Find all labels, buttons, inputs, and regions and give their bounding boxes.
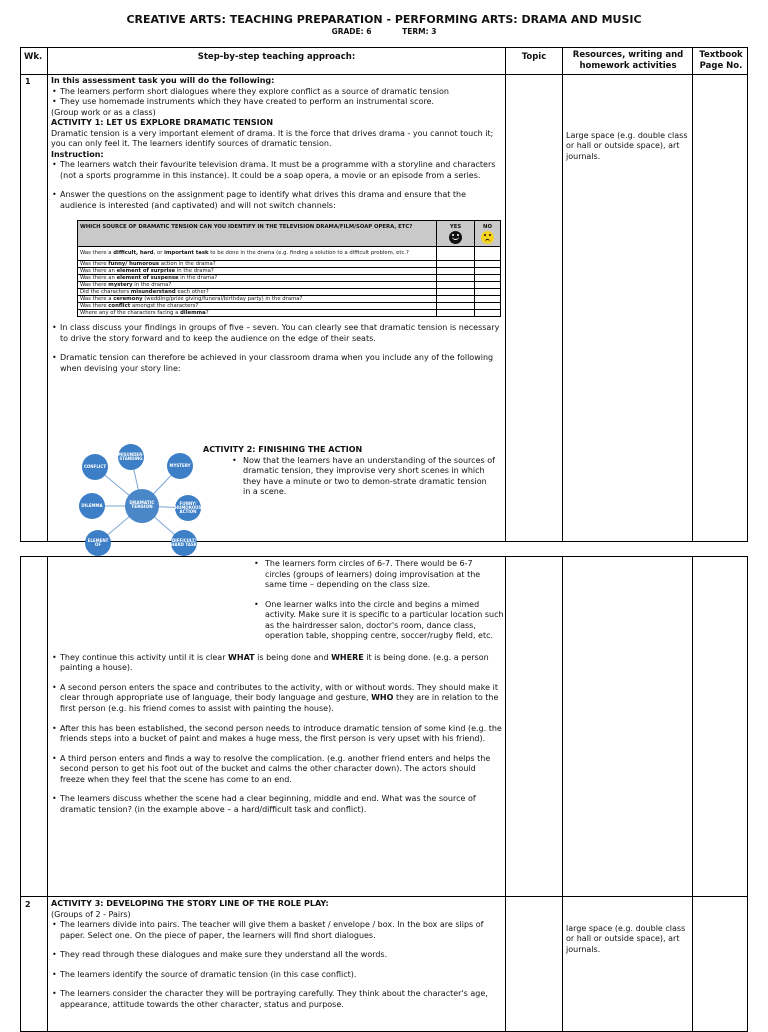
week-number-2: 2 xyxy=(25,900,31,909)
checklist-yes-cell[interactable] xyxy=(437,274,475,281)
after-table-bullet-1: • In class discuss your findings in groups of five – seven. You can clearly see that dramatic tension is necessary to drive the story forward and to keep the audience on the edge of their seats. xyxy=(51,323,503,344)
week1-resources: Large space (e.g. double class or hall or outside space), art journals. xyxy=(566,131,688,161)
column-header-textbook: Textbook Page No. xyxy=(699,50,743,71)
continued-bullet-1: • They continue this activity until it is clear WHAT is being done and WHERE it is being done. (e.g. a person painting a house). xyxy=(51,653,503,674)
diagram-node-mystery: MYSTERY xyxy=(167,453,193,479)
week-number-1: 1 xyxy=(25,77,31,86)
week2-resources: large space (e.g. double class or hall or outside space), art journals. xyxy=(566,924,686,954)
intro-title: In this assessment task you will do the following: xyxy=(51,76,275,85)
checklist-row: Was there an element of suspense in the drama? xyxy=(78,274,501,281)
activity-1-text: Dramatic tension is a very important element of drama. It is the force that drives drama - you cannot touch it; you can only feel it. The learners identify sources of dramatic tension. xyxy=(51,128,494,149)
instruction-heading: Instruction: xyxy=(51,149,104,159)
dramatic-tension-diagram xyxy=(57,431,207,547)
planning-table-1 xyxy=(20,47,748,547)
activity-1-title: ACTIVITY 1: LET US EXPLORE DRAMATIC TENSION xyxy=(51,118,274,128)
checklist-no-cell[interactable] xyxy=(475,303,501,310)
checklist-header: WHICH SOURCE OF DRAMATIC TENSION CAN YOU IDENTIFY IN THE TELEVISION DRAMA/FILM/SOAP OPERA, ETC? xyxy=(78,220,437,246)
column-header-resources: Resources, writing and homework activities xyxy=(572,50,684,71)
checklist-row: Was there a ceremony (wedding/prize giving/funeral/birthday party) in the drama? xyxy=(78,296,501,303)
after-table-bullet-2: • Dramatic tension can therefore be achieved in your classroom drama when you include any of the following when devising your story line: xyxy=(51,353,503,374)
yes-label: YES xyxy=(449,223,462,230)
diagram-node-element: ELEMENT OF xyxy=(85,530,111,556)
term-label: TERM: 3 xyxy=(402,27,437,36)
grade-label: GRADE: 6 xyxy=(331,27,372,36)
activity-3-title: ACTIVITY 3: DEVELOPING THE STORY LINE OF THE ROLE PLAY: xyxy=(51,899,329,908)
activity-3-groups: (Groups of 2 - Pairs) xyxy=(51,909,131,919)
checklist-no-cell[interactable] xyxy=(475,281,501,288)
continued-bullet-4: • A third person enters and finds a way to resolve the complication. (e.g. another friend enters and helps the second person to get his foot out of the bucket and calms the other character down). The actors should freeze when they feel that the scene has come to an end. xyxy=(51,754,503,786)
column-header-topic: Topic xyxy=(521,52,547,62)
happy-face-icon xyxy=(449,231,462,244)
checklist-no-cell[interactable] xyxy=(475,267,501,274)
checklist-yes-cell[interactable] xyxy=(437,246,475,260)
column-header-week: Wk. xyxy=(24,52,43,62)
checklist-row: Where any of the characters facing a dilemma? xyxy=(78,310,501,317)
activity-2-block xyxy=(203,445,495,498)
sad-face-icon xyxy=(481,231,494,244)
continued-bullet-5: • The learners discuss whether the scene had a clear beginning, middle and end. What was the source of dramatic tension? (in the example above – a hard/difficult task and conflict). xyxy=(51,794,503,815)
checklist-no-cell[interactable] xyxy=(475,260,501,267)
week2-approach-cell xyxy=(51,899,503,1010)
grade-term-line xyxy=(0,27,768,37)
diagram-node-misunderstanding: MISUNDER-STANDING xyxy=(118,444,144,470)
instruction-bullet-1: • The learners watch their favourite television drama. It must be a programme with a storyline and characters (not a sports programme in this instance). It could be a soap opera, a movie or an episode from a series. xyxy=(51,160,503,181)
diagram-node-dilemma: DILEMMA xyxy=(79,493,105,519)
checklist-row: Was there funny/ humorous action in the drama? xyxy=(78,260,501,267)
checklist-yes-cell[interactable] xyxy=(437,260,475,267)
intro-bullet-2: • They use homemade instruments which they have created to perform an instrumental score. xyxy=(51,97,503,108)
document-title: CREATIVE ARTS: TEACHING PREPARATION - PERFORMING ARTS: DRAMA AND MUSIC xyxy=(126,13,642,26)
checklist-row: Did the characters misunderstand each other? xyxy=(78,289,501,296)
checklist-row: Was there a difficult, hard, or important task to be done in the drama (e.g. finding a solution to a difficult problem, etc.? xyxy=(78,246,501,260)
checklist-no-cell[interactable] xyxy=(475,289,501,296)
diagram-center-node: DRAMATIC TENSION xyxy=(125,489,159,523)
continued-bullet-3: • After this has been established, the second person needs to introduce dramatic tension of some kind (e.g. the friends steps into a bucket of paint and makes a huge mess, the first person is very upset with his friend). xyxy=(51,724,503,745)
checklist-no-cell[interactable] xyxy=(475,246,501,260)
continued-sub-bullet-1: • The learners form circles of 6-7. There would be 6-7 circles (groups of learners) doing improvisation at the same time – depending on the class size. xyxy=(251,559,499,591)
checklist-row: Was there mystery in the drama? xyxy=(78,281,501,288)
checklist-row: Was there conflict amongst the characters? xyxy=(78,303,501,310)
instruction-bullet-2: • Answer the questions on the assignment page to identify what drives this drama and ensure that the audience is interested (and captivated) and will not switch channels: xyxy=(51,190,503,211)
checklist-yes-cell[interactable] xyxy=(437,303,475,310)
activity-3-bullet-2: • They read through these dialogues and make sure they understand all the words. xyxy=(51,950,503,961)
week1-approach-cell xyxy=(51,76,503,375)
checklist-no-cell[interactable] xyxy=(475,296,501,303)
checklist-yes-cell[interactable] xyxy=(437,296,475,303)
activity-3-bullet-3: • The learners identify the source of dramatic tension (in this case conflict). xyxy=(51,970,503,981)
checklist-yes-cell[interactable] xyxy=(437,267,475,274)
diagram-node-difficult-task: DIFFICULT/ HARD TASK xyxy=(171,530,197,556)
checklist-yes-cell[interactable] xyxy=(437,289,475,296)
planning-table-2 xyxy=(20,556,748,1032)
no-label: NO xyxy=(483,223,492,230)
checklist-row: Was there an element of surprise in the drama? xyxy=(78,267,501,274)
activity-3-bullet-1: • The learners divide into pairs. The teacher will give them a basket / envelope / box. In the box are slips of paper. Select one. On the piece of paper, the learners will find short dialogues. xyxy=(51,920,503,941)
checklist-no-cell[interactable] xyxy=(475,310,501,317)
continued-sub-bullet-2: • One learner walks into the circle and begins a mimed activity. Make sure it is specific to a particular location such as the hairdresser salon, doctor's room, dance class, operation table, shopping centre, soccer/rugby field, etc. xyxy=(251,600,511,642)
continued-approach-cell xyxy=(51,559,503,815)
diagram-node-funny: FUNNY/ HUMOROUS ACTION xyxy=(175,495,201,521)
checklist-no-cell[interactable] xyxy=(475,274,501,281)
checklist-yes-cell[interactable] xyxy=(437,281,475,288)
intro-group-note: (Group work or as a class) xyxy=(51,107,156,117)
intro-bullet-1: • The learners perform short dialogues where they explore conflict as a source of dramatic tension xyxy=(51,87,503,98)
activity-2-bullet: • Now that the learners have an understanding of the sources of dramatic tension, they improvise very short scenes in which they have a minute or two to demon-strate dramatic tension in a scene. xyxy=(229,456,495,498)
activity-3-bullet-4: • The learners consider the character they will be portraying carefully. They think about the character's age, appearance, attitude towards the other character, status and purpose. xyxy=(51,989,503,1010)
activity-2-title: ACTIVITY 2: FINISHING THE ACTION xyxy=(203,445,363,454)
continued-bullet-2: • A second person enters the space and contributes to the activity, with or without words. They should make it clear through appropriate use of language, their body language and gesture, WHO they are in relation to the first person (e.g. his friend comes to assist with painting the house). xyxy=(51,683,503,715)
dramatic-tension-checklist xyxy=(77,220,501,318)
diagram-node-conflict: CONFLICT xyxy=(82,454,108,480)
checklist-yes-cell[interactable] xyxy=(437,310,475,317)
column-header-approach: Step-by-step teaching approach: xyxy=(197,52,356,62)
